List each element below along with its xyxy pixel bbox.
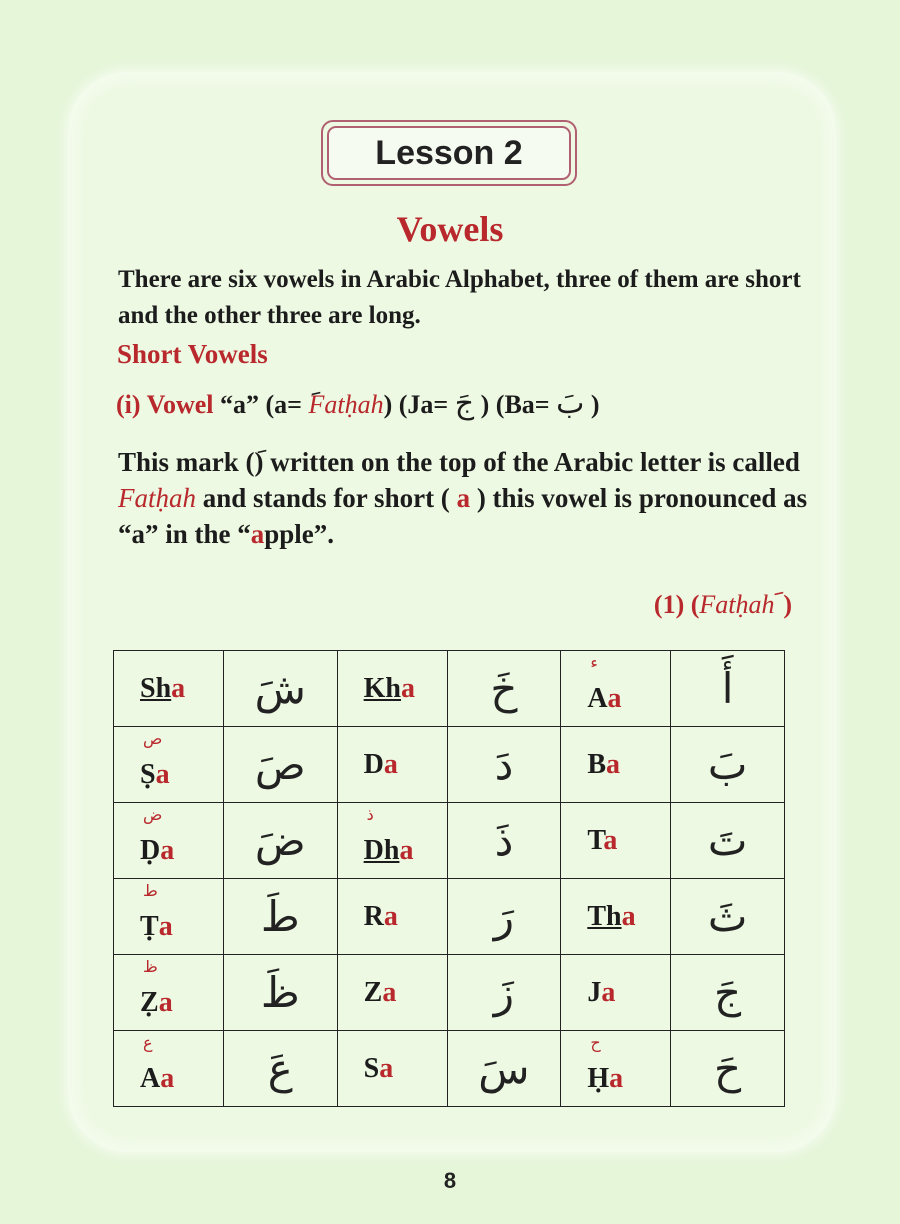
translit-vowel: a — [160, 1062, 175, 1094]
translit-base: A — [587, 682, 608, 714]
arabic-letter-cell: صَ — [223, 727, 337, 803]
translit-vowel: a — [609, 1062, 624, 1094]
table-row — [114, 1031, 785, 1107]
translit-text — [140, 987, 173, 1018]
translit-cell — [337, 727, 447, 803]
translit-text — [364, 1053, 394, 1084]
translit-base: Ḥ — [587, 1062, 610, 1094]
arabic-letter-cell: رَ — [447, 879, 561, 955]
translit-cell — [561, 727, 671, 803]
translit-text — [140, 759, 170, 790]
table-row — [114, 955, 785, 1031]
expl-term: Fatḥah — [118, 483, 196, 513]
translit-vowel: a — [382, 976, 397, 1008]
mini-letter: ظ — [143, 957, 158, 976]
translit-cell — [114, 955, 224, 1031]
mini-letter: ط — [143, 881, 158, 900]
translit-text — [140, 835, 174, 866]
expl-part1: This mark ( — [118, 447, 255, 477]
translit-vowel: a — [603, 824, 618, 856]
table-row — [114, 651, 785, 727]
arabic-letter-cell: شَ — [223, 651, 337, 727]
table-row — [114, 803, 785, 879]
translit-cell — [337, 651, 447, 727]
caption-number: (1) — [653, 590, 691, 619]
translit-vowel: a — [601, 976, 616, 1008]
translit-base: R — [363, 900, 384, 932]
arabic-letter-cell: جَ — [671, 955, 785, 1031]
fathah-open: (a= — [259, 390, 309, 419]
translit-vowel: a — [606, 748, 620, 780]
mini-letter: ض — [143, 805, 163, 824]
mini-letter: ص — [143, 729, 163, 748]
arabic-letter-cell: ثَ — [671, 879, 785, 955]
lesson-label-box — [321, 120, 577, 186]
section-heading: Short Vowels — [117, 339, 268, 369]
translit-base: A — [140, 1062, 161, 1094]
mini-letter: ح — [590, 1033, 601, 1052]
translit-base: Kh — [363, 672, 401, 704]
fathah-explanation — [118, 444, 838, 552]
vowel-prefix: (i) Vowel — [116, 390, 220, 419]
caption-close: ) — [783, 590, 792, 619]
arabic-letter-cell: حَ — [671, 1031, 785, 1107]
translit-cell — [114, 879, 224, 955]
translit-text — [140, 911, 173, 942]
arabic-letter-cell: زَ — [447, 955, 561, 1031]
translit-base: J — [587, 976, 602, 1008]
mini-letter: ء — [590, 653, 598, 672]
expl-short-a: a — [456, 483, 471, 513]
arabic-letter-cell: ظَ — [223, 955, 337, 1031]
expl-example-a: a — [250, 519, 265, 549]
translit-text — [364, 901, 398, 932]
translit-base: B — [587, 748, 606, 780]
translit-cell — [337, 955, 447, 1031]
arabic-letter-cell: تَ — [671, 803, 785, 879]
page-title: Vowels — [396, 209, 504, 249]
mini-letter: ع — [143, 1033, 153, 1052]
expl-part4: ) this vowel is pronounced as “a” in the “ — [118, 483, 808, 549]
translit-cell — [114, 1031, 224, 1107]
translit-cell — [561, 651, 671, 727]
translit-base: Sh — [140, 672, 172, 704]
arabic-letter-cell: خَ — [447, 651, 561, 727]
caption-name: Fatḥah — [699, 590, 775, 619]
translit-vowel: a — [158, 986, 173, 1018]
translit-base: Z — [363, 976, 383, 1008]
translit-base: Ṭ — [140, 910, 159, 942]
translit-cell — [337, 803, 447, 879]
translit-vowel: a — [379, 1052, 394, 1084]
translit-vowel: a — [621, 900, 636, 932]
translit-vowel: a — [160, 834, 175, 866]
translit-cell — [114, 651, 224, 727]
translit-vowel: a — [401, 672, 415, 704]
translit-vowel: a — [155, 758, 170, 790]
translit-text — [140, 1063, 174, 1094]
arabic-letter-cell: أَ — [671, 651, 785, 727]
table-row — [114, 727, 785, 803]
table-row — [114, 879, 785, 955]
translit-text — [587, 825, 617, 856]
translit-cell — [114, 803, 224, 879]
translit-cell — [561, 1031, 671, 1107]
expl-part2: ) written on the top of the Arabic letter is called — [254, 447, 800, 477]
fathah-close: ) — [383, 390, 393, 419]
vowel-quote: “a” — [220, 390, 259, 419]
translit-text — [140, 673, 185, 704]
ja-letter: جَ — [454, 386, 475, 421]
translit-text — [587, 683, 621, 714]
translit-base: T — [587, 824, 604, 856]
fathah-name: Fatḥah — [308, 390, 384, 419]
arabic-letter-cell: دَ — [447, 727, 561, 803]
arabic-letter-cell: سَ — [447, 1031, 561, 1107]
translit-text — [587, 749, 620, 780]
vowel-definition-line — [116, 386, 806, 421]
translit-vowel: a — [158, 910, 173, 942]
translit-cell — [561, 803, 671, 879]
translit-vowel: a — [607, 682, 622, 714]
translit-text — [364, 835, 414, 866]
translit-text — [364, 977, 397, 1008]
translit-base: Ṣ — [140, 758, 156, 790]
translit-text — [587, 901, 635, 932]
ba-letter: بَ — [556, 386, 585, 421]
translit-cell — [337, 879, 447, 955]
ba-close: ) — [584, 390, 600, 419]
letters-table — [113, 650, 785, 1107]
translit-base: D — [363, 748, 384, 780]
translit-base: Ḍ — [140, 834, 161, 866]
translit-vowel: a — [383, 900, 398, 932]
translit-base: S — [363, 1052, 380, 1084]
translit-vowel: a — [171, 672, 186, 704]
translit-base: Dh — [363, 834, 400, 866]
translit-base: Th — [587, 900, 622, 932]
ja-label: (Ja= — [392, 390, 455, 419]
expl-example-rest: pple”. — [264, 519, 335, 549]
translit-text — [364, 673, 415, 704]
caption-mark: َ — [774, 586, 784, 621]
translit-cell — [561, 955, 671, 1031]
translit-text — [587, 977, 615, 1008]
ja-close: ) — [474, 390, 490, 419]
expl-part3: and stands for short ( — [196, 483, 457, 513]
translit-text — [364, 749, 398, 780]
arabic-letter-cell: عَ — [223, 1031, 337, 1107]
translit-cell — [114, 727, 224, 803]
arabic-letter-cell: بَ — [671, 727, 785, 803]
page-number: 8 — [443, 1168, 457, 1193]
translit-base: Ẓ — [140, 986, 159, 1018]
intro-paragraph: There are six vowels in Arabic Alphabet, three of them are short and the other three are long. — [118, 266, 801, 329]
translit-cell — [337, 1031, 447, 1107]
table-caption — [654, 586, 792, 621]
translit-vowel: a — [399, 834, 414, 866]
ba-label: (Ba= — [489, 390, 557, 419]
mini-letter: ذ — [366, 805, 374, 824]
arabic-letter-cell: طَ — [223, 879, 337, 955]
lesson-label: Lesson 2 — [327, 126, 571, 180]
translit-text — [587, 1063, 623, 1094]
translit-vowel: a — [383, 748, 398, 780]
arabic-letter-cell: ذَ — [447, 803, 561, 879]
translit-cell — [561, 879, 671, 955]
arabic-letter-cell: ضَ — [223, 803, 337, 879]
caption-open: ( — [690, 590, 700, 619]
